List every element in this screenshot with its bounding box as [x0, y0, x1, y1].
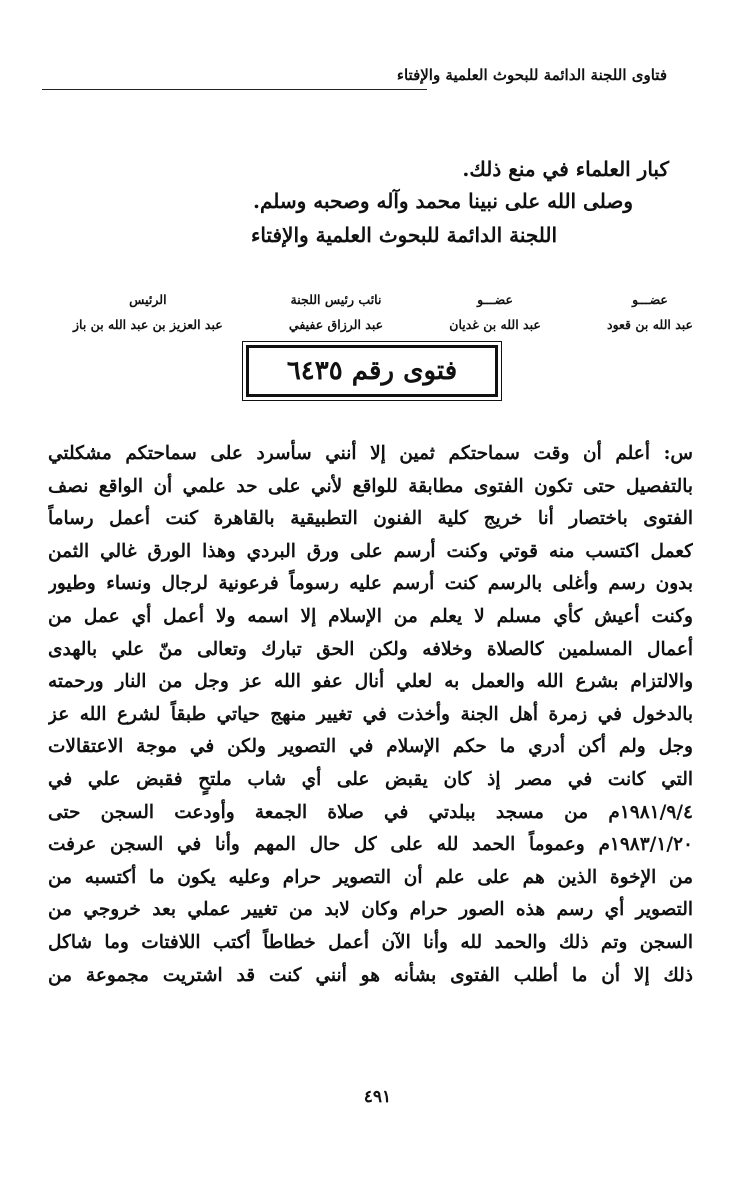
signature-chairman	[73, 292, 223, 332]
body-line: التصوير أي رسم هذه الصور حرام وكان لابد من تغيير عملي بعد خروجي من	[48, 899, 693, 921]
body-line: بالتفصيل حتى تكون الفتوى مطابقة للواقع لأني على حد علمي أن الواقع نصف	[48, 475, 693, 497]
signature-role: عضـــو	[632, 292, 668, 307]
fatwa-question-text	[48, 438, 693, 992]
body-line: وجل ولم أكن أدري ما حكم الإسلام في التصوير ولكن في موجة الاعتقالات	[48, 736, 693, 758]
page-number: ٤٩١	[363, 1087, 392, 1107]
body-line: من الإخوة الذين هم على علم أن التصوير حرام وعليه يكون ما أكتسبه من	[48, 866, 693, 888]
signature-name: عبد العزيز بن عبد الله بن باز	[73, 317, 223, 332]
body-line: ١٩٨١/٩/٤م من مسجد ببلدتي في صلاة الجمعة وأودعت السجن حتى	[48, 801, 693, 823]
body-line: التي كانت في مصر إذ كان يقبض على أي شاب ملتحٍ فقبض علي في	[48, 768, 693, 790]
fatwa-number-box	[246, 345, 498, 397]
body-line: أعمال المسلمين كالصلاة وخلافه ولكن الحق تبارك وتعالى منّ علي بالهدى	[48, 638, 693, 660]
signature-name: عبد الله بن غديان	[449, 317, 541, 332]
header-rule	[42, 89, 427, 90]
signature-block	[73, 292, 693, 332]
fatwa-heading: فتوى رقم ٦٤٣٥	[286, 356, 458, 386]
running-header-title: فتاوى اللجنة الدائمة للبحوث العلمية والإفتاء	[396, 66, 667, 84]
committee-name: اللجنة الدائمة للبحوث العلمية والإفتاء	[250, 223, 558, 247]
signature-member-2	[449, 292, 541, 332]
running-header	[42, 66, 667, 96]
signature-role: نائب رئيس اللجنة	[290, 292, 382, 307]
body-line: ذلك إلا أن ما أطلب الفتوى بشأنه هو أنني كنت قد اشتريت مجموعة من	[48, 964, 693, 986]
body-line: كعمل اكتسب منه قوتي وكنت أرسم على ورق البردي وهذا الورق غالي الثمن	[48, 540, 693, 562]
signature-vice-chairman	[289, 292, 383, 332]
signature-role: الرئيس	[129, 292, 167, 307]
body-line: الفتوى باختصار أنا خريج كلية الفنون التطبيقية بالقاهرة كنت أعمل رساماً	[48, 508, 693, 530]
body-line: وكنت أعيش كأي مسلم لا يعلم من الإسلام إلا اسمه ولا أعمل أي عمل من	[48, 605, 693, 627]
body-line: ١٩٨٣/١/٢٠م وعموماً الحمد لله على كل حال المهم وأنا في السجن عرفت	[48, 834, 693, 856]
closing-line: كبار العلماء في منع ذلك.	[462, 157, 669, 181]
body-line: س: أعلم أن وقت سماحتكم ثمين إلا أنني سأسرد على سماحتكم مشكلتي	[48, 443, 693, 464]
previous-fatwa-closing	[79, 153, 669, 251]
body-line: والالتزام بشرع الله والعمل به لعلي أنال عفو الله عز وجل من النار ورحمته	[48, 671, 693, 693]
body-line: السجن وتم ذلك والحمد لله وأنا الآن أعمل خطاطاً أكتب اللافتات وما شاكل	[48, 931, 693, 953]
closing-prayer: وصلى الله على نبينا محمد وآله وصحبه وسلم.	[253, 189, 633, 213]
body-line: بالدخول في زمرة أهل الجنة وأخذت في تغيير منهج حياتي طبقاً لشرع الله عز	[48, 703, 693, 725]
signature-member-1	[607, 292, 693, 332]
signature-role: عضـــو	[477, 292, 513, 307]
signature-name: عبد الرزاق عفيفي	[288, 317, 384, 332]
signature-name: عبد الله بن قعود	[607, 317, 693, 332]
body-line: بدون رسم وأغلى بالرسم كنت أرسم عليه رسوماً فرعونية لرجال ونساء وطيور	[48, 573, 693, 595]
